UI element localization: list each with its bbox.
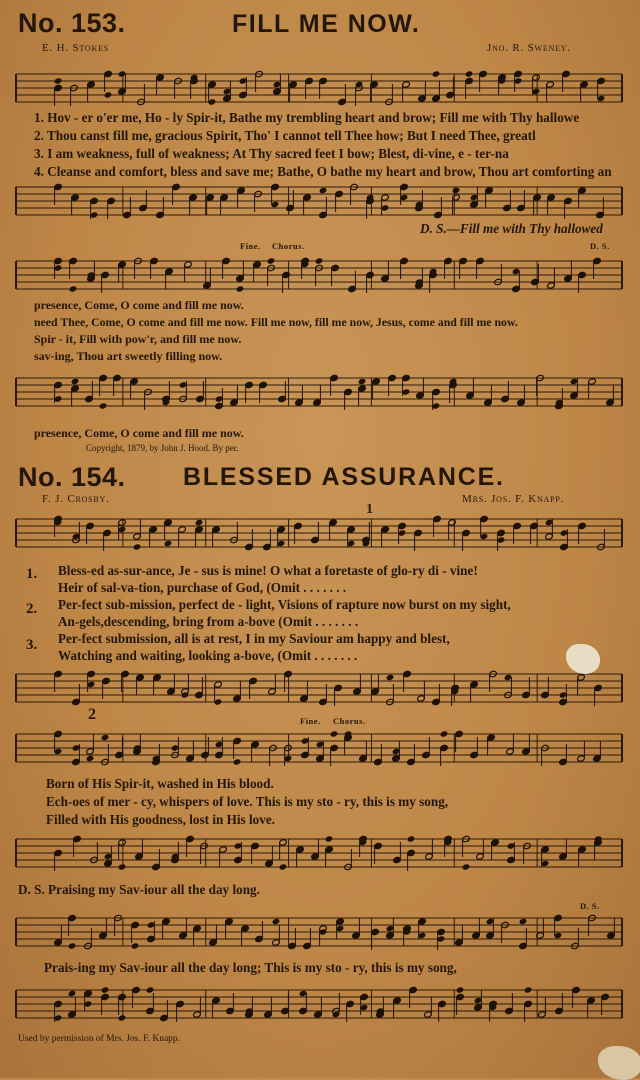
hymn-153-verse-2: 2. Thou canst fill me, gracious Spirit, Tho' I cannot tell Thee how; But I need Thee, greatl [34,128,536,143]
note-head [71,378,80,385]
note-head [233,758,242,765]
note-head [236,285,245,292]
note-head [465,70,474,77]
hymn-154-fine-mark: Fine. [300,716,321,726]
hymn-154-second-ending: 2 [88,706,96,723]
hymn-153-verse-4: 4. Cleanse and comfort, bless and save me; Bathe, O bathe my heart and brow, Thou art comforting an [34,164,612,179]
note-head [164,540,173,547]
hymn-154-stanza-2-line-b: An-gels,descending, bring from a-bove (Omit . . . . . . . [58,614,359,629]
hymn-153-refrain-line-1: presence, Come, O come and fill me now. [34,298,244,312]
hymn-154-stanza-3-number: 3. [26,637,38,653]
hymn-153-refrain-line-4: sav-ing, Thou art sweetly filling now. [34,349,223,363]
note-head [407,835,416,842]
hymn-153-copyright: Copyright, 1879, by John J. Hood. By per. [86,443,239,453]
note-head [69,285,78,292]
hymn-153-treble-staff-2 [0,250,640,300]
hymn-154-treble-staff-1 [0,504,640,562]
hymn-154-treble-staff-2 [0,722,640,774]
note-head [325,835,334,842]
hymn-154-composer: Mrs. Jos. F. Knapp. [462,493,565,505]
note-head [54,77,63,84]
hymn-153-treble-staff-1 [0,58,640,118]
hymn-153-refrain-line-2: need Thee, Come, O come and fill me now. Fill me now, fill me now, Jesus, come and fill me now. [34,315,518,329]
hymn-153-author: E. H. Stokes [42,42,110,54]
hymn-154-stanza-3-line-a: Per-fect submission, all is at rest, I in my Saviour am happy and blest, [58,631,450,646]
hymn-154-stanza-1-number: 1. [26,566,38,582]
staff-lines [16,74,622,102]
note-head [432,70,441,77]
hymn-154-author: F. J. Crosby. [42,493,110,505]
hymn-153-ds-mark: D. S. [590,241,610,251]
hymn-154-bass-staff-2 [0,828,640,878]
note-head [267,257,276,264]
note-head [101,734,110,741]
note-head [118,863,127,870]
hymn-154-ds-mark: D. S. [580,901,600,911]
hymn-153-bass-staff-1 [0,180,640,222]
note-head [101,986,110,993]
hymn-154-second-line-3: Filled with His goodness, lost in His love. [46,812,275,827]
note-head [279,863,288,870]
note-head [358,378,367,385]
hymn-153-bottom-line: presence, Come, O come and fill me now. [34,426,244,440]
hymn-154-chorus-mark: Chorus. [333,716,366,726]
note-head [462,863,471,870]
note-head [68,942,77,949]
hymn-154-treble-staff-3 [0,906,640,958]
note-head [330,730,339,737]
note-head [86,755,95,762]
hymn-154-stanza-3-line-b: Watching and waiting, looking a-bove, (Omit . . . . . . . [58,648,358,663]
note-head [131,942,140,949]
hymn-154-stanza-2-number: 2. [26,601,38,617]
note-head [68,990,77,997]
hymn-154-second-line-1: Born of His Spir-it, washed in His blood. [46,776,274,791]
hymn-154-number: No. 154. [18,462,126,492]
hymn-153-verse-3: 3. I am weakness, full of weakness; At Thy sacred feet I bow; Blest, di-vine, e - ter-na [34,146,509,161]
hymn-154-bass-staff-3 [0,978,640,1030]
hymn-153-number: No. 153. [18,8,126,38]
note-head [272,918,281,925]
note-head [118,1014,127,1021]
hymn-153-fine-mark: Fine. [240,241,261,251]
note-head [133,543,142,550]
note-head [315,257,324,264]
hymn-154-stanza-1-line-b: Heir of sal-va-tion, purchase of God, (Omit . . . . . . . [58,580,347,595]
paper-tear-corner [598,1046,640,1080]
hymn-154-last-line: Prais-ing my Sav-iour all the day long; This is my sto - ry, this is my song, [44,960,457,975]
hymn-153-composer: Jno. R. Sweney. [487,42,571,54]
hymn-153-ds-line: D. S.—Fill me with Thy hallowed [420,221,603,236]
note-head [319,187,328,194]
note-head [440,730,449,737]
hymn-153-title: FILL ME NOW. [232,10,421,38]
hymn-153-verse-1: 1. Hov - er o'er me, Ho - ly Spir-it, Bathe my trembling heart and brow; Fill me with Thy hallowe [34,110,580,125]
hymn-154-title: BLESSED ASSURANCE. [183,463,505,491]
note-head [386,674,395,681]
hymn-153-bass-staff-2 [0,364,640,420]
hymn-154-first-ending: 1 [366,502,373,517]
hymn-154-permission: Used by permission of Mrs. Jos. F. Knapp. [18,1034,181,1044]
hymn-154-second-line-2: Ech-oes of mer - cy, whispers of love. This is my sto - ry, this is my song, [46,794,449,809]
hymn-153-chorus-mark: Chorus. [272,241,305,251]
hymn-153-refrain-line-3: Spir - it, Fill with pow'r, and fill me now. [34,332,242,346]
note-head [99,402,108,409]
hymn-154-bass-staff-1 [0,664,640,712]
note-head [524,986,533,993]
hymn-154-stanza-1-line-a: Bless-ed as-sur-ance, Je - sus is mine! O what a foretaste of glo-ry di - vine! [58,563,478,578]
note-head [146,986,155,993]
hymn-154-ds-text: D. S. Praising my Sav-iour all the day long. [18,882,260,897]
note-head [104,91,113,98]
note-head [452,187,461,194]
note-head [519,918,528,925]
note-head [456,986,465,993]
hymn-154-stanza-2-line-a: Per-fect sub-mission, perfect de - light, Visions of rapture now burst on my sight, [58,597,511,612]
note-head [195,519,204,526]
